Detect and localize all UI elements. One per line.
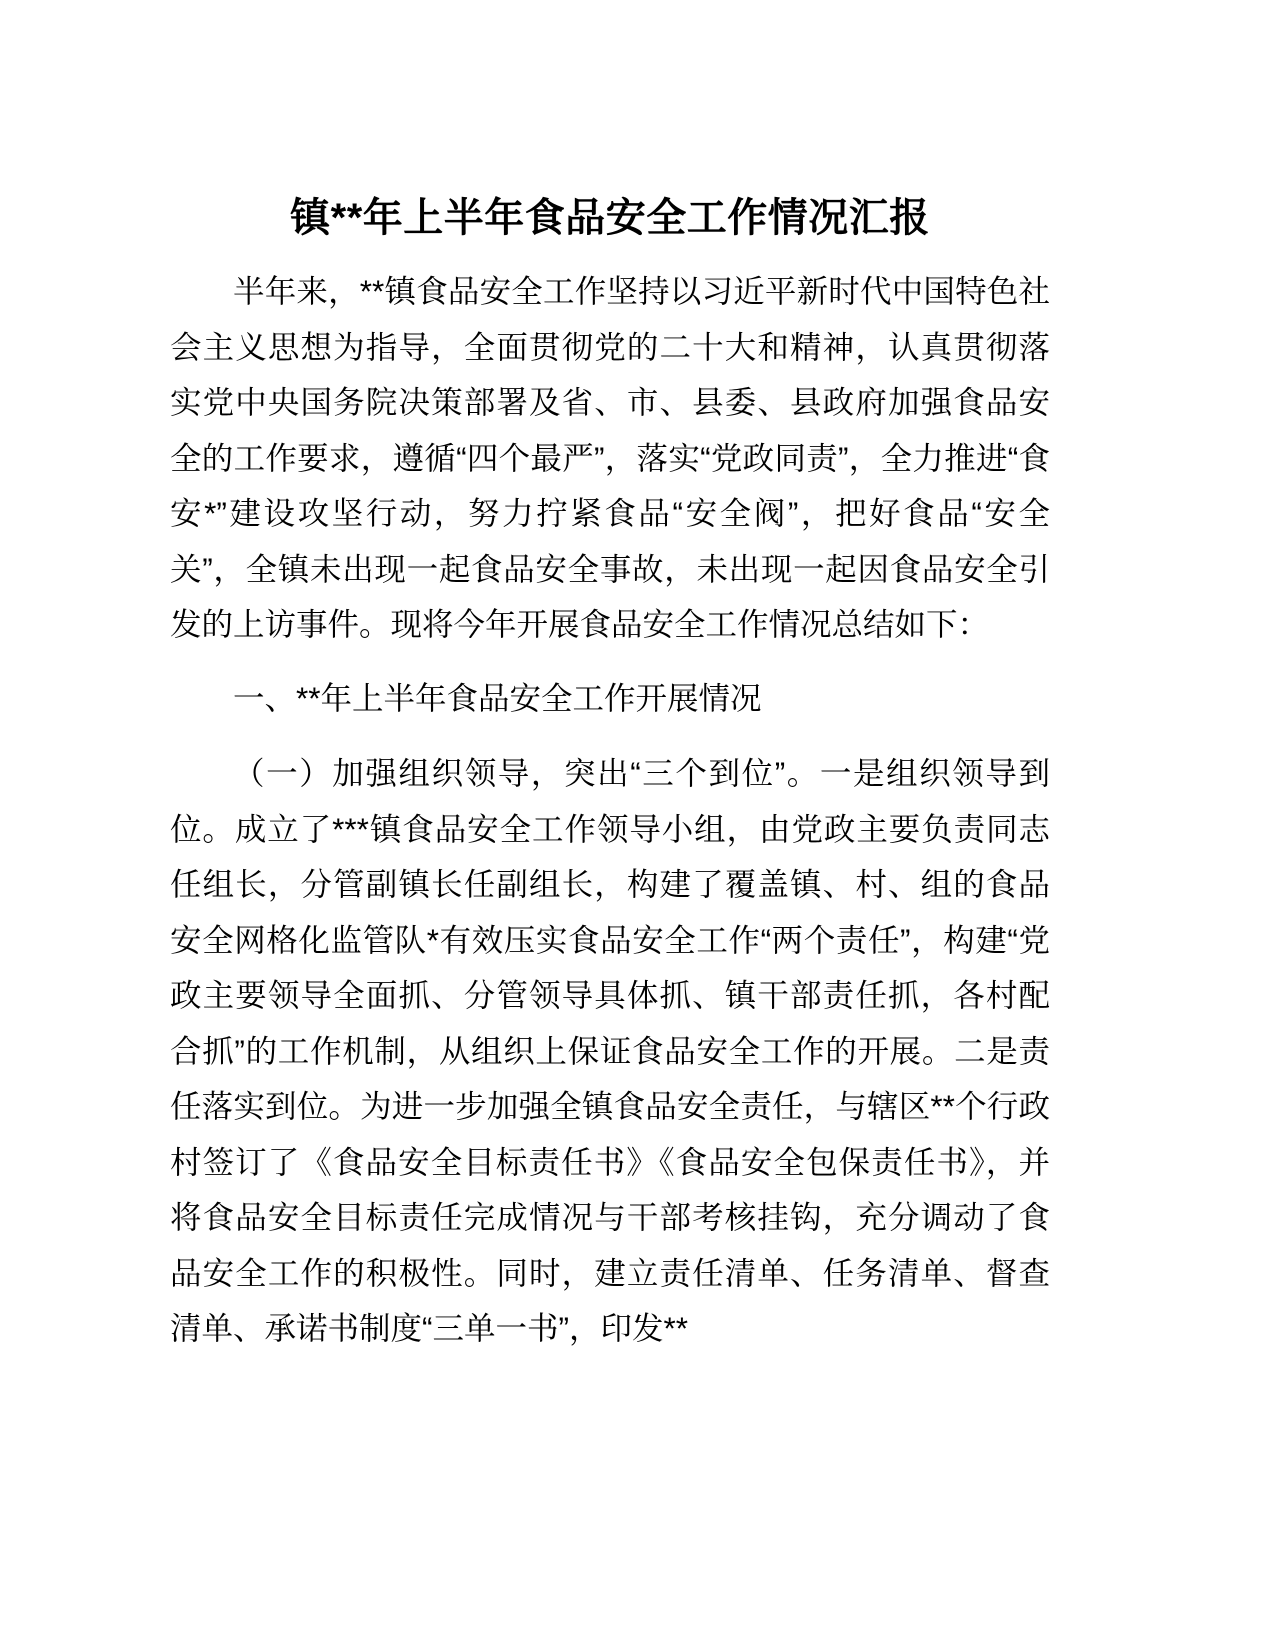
section-heading-1: 一、**年上半年食品安全工作开展情况 xyxy=(233,679,762,716)
spacer-after-section-heading xyxy=(170,726,1050,746)
paragraph-intro: 半年来，**镇食品安全工作坚持以习近平新时代中国特色社会主义思想为指导，全面贯彻党的二十大和精神，认真贯彻落实党中央国务院决策部署及省、市、县委、县政府加强食品安全的工作要求，遵循“四个最严”，落实“党政同责”，全力推进“食安*”建设攻坚行动，努力拧紧食品“安全阀”，把好食品“安全关”，全镇未出现一起食品安全事故，未出现一起因食品安全引发的上访事件。现将今年开展食品安全工作情况总结如下： xyxy=(170,273,1050,642)
spacer-before-section-heading xyxy=(170,653,1050,671)
document-body xyxy=(170,190,1050,1357)
page-title: 镇**年上半年食品安全工作情况汇报 xyxy=(290,196,930,240)
paragraph-section-1-item-1: （一）加强组织领导，突出“三个到位”。一是组织领导到位。成立了***镇食品安全工作领导小组，由党政主要负责同志任组长，分管副镇长任副组长，构建了覆盖镇、村、组的食品安全网格化监管队*有效压实食品安全工作“两个责任”，构建“党政主要领导全面抓、分管领导具体抓、镇干部责任抓，各村配合抓”的工作机制，从组织上保证食品安全工作的开展。二是责任落实到位。为进一步加强全镇食品安全责任，与辖区**个行政村签订了《食品安全目标责任书》《食品安全包保责任书》，并将食品安全目标责任完成情况与干部考核挂钩，充分调动了食品安全工作的积极性。同时，建立责任清单、任务清单、督查清单、承诺书制度“三单一书”，印发** xyxy=(170,755,1050,1346)
